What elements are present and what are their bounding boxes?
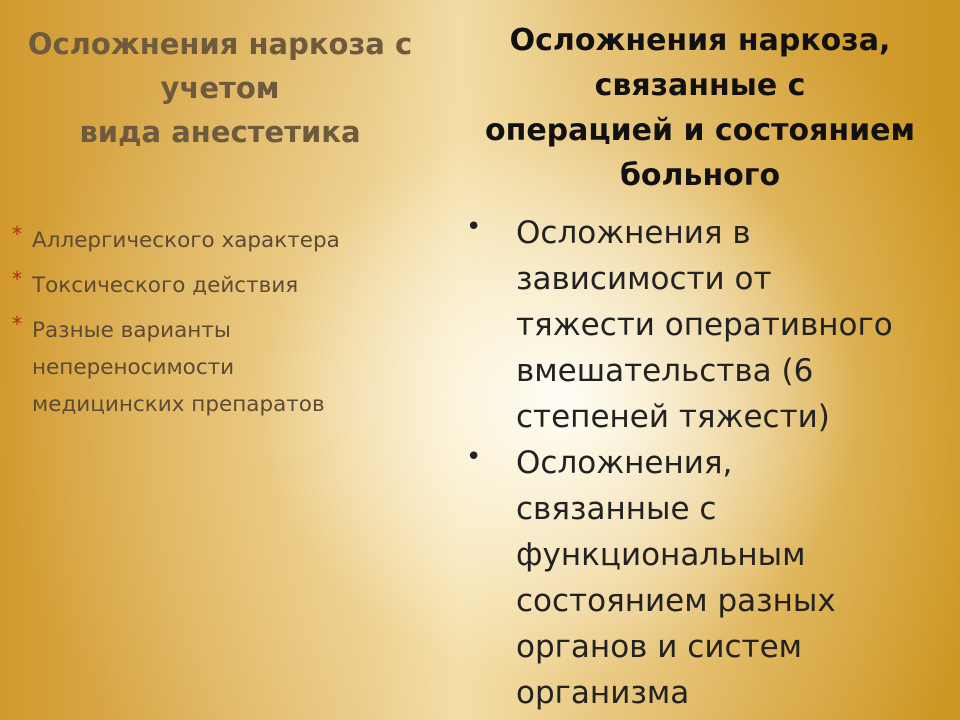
asterisk-bullet-icon: * [12, 267, 22, 291]
asterisk-bullet-icon: * [12, 312, 22, 336]
right-heading [460, 18, 940, 198]
left-bullet-list [12, 222, 432, 423]
right-list-item [460, 440, 906, 716]
bullet-dot-icon: • [466, 442, 482, 472]
right-list-item-text: Осложнения в зависимости от тяжести оперативного вмешательства (6 степеней тяжести) [516, 215, 893, 435]
right-heading-line: Осложнения наркоза, [509, 23, 891, 58]
right-list-item [460, 210, 916, 440]
left-heading-line: Осложнения наркоза с [27, 27, 413, 61]
right-heading-line: связанные с [594, 68, 806, 103]
right-list-item-text: Осложнения, связанные с функциональным состоянием разных органов и систем организма [516, 445, 836, 711]
asterisk-bullet-icon: * [12, 222, 22, 246]
left-heading-line: вида анестетика [79, 115, 361, 149]
right-heading-line: больного [619, 158, 781, 193]
left-list-item [12, 267, 432, 304]
left-list-item-text: Аллергического характера [32, 228, 340, 253]
right-bullet-list [460, 210, 940, 716]
left-list-item [12, 312, 332, 423]
left-list-item [12, 222, 432, 259]
left-heading [0, 22, 440, 154]
left-list-item-text: Разные варианты непереносимости медицинских препаратов [32, 318, 325, 417]
left-heading-line: учетом [160, 71, 280, 105]
right-heading-line: операцией и состоянием [485, 113, 915, 148]
left-list-item-text: Токсического действия [32, 273, 299, 298]
bullet-dot-icon: • [466, 212, 482, 242]
